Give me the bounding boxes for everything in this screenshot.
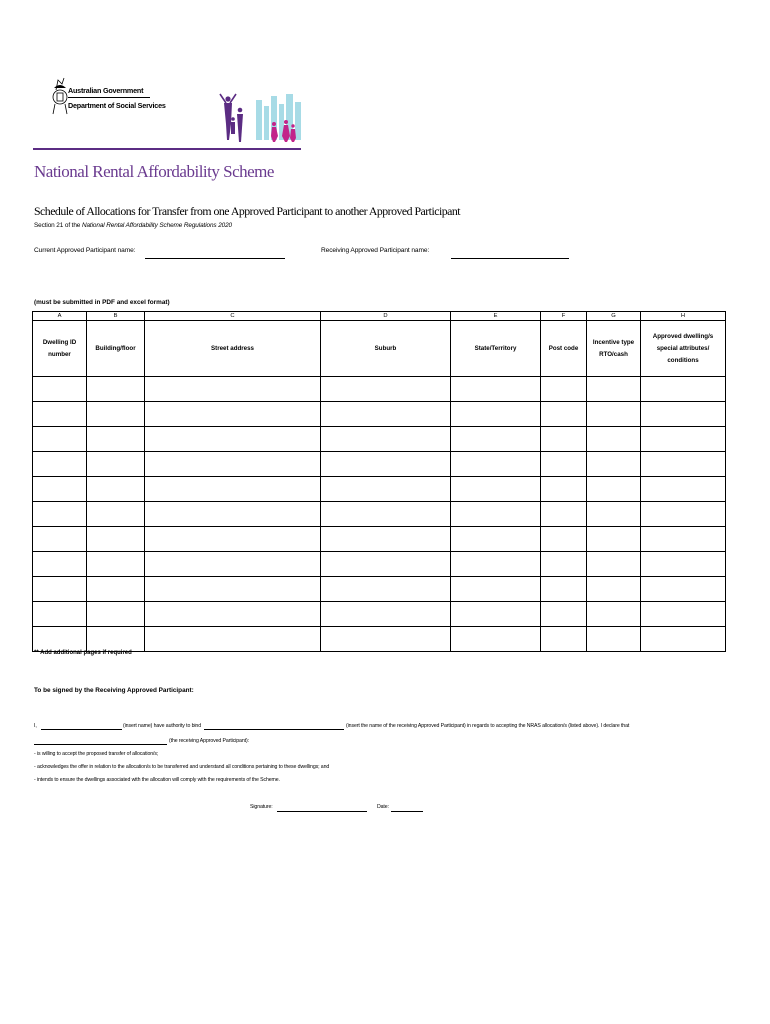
- table-cell[interactable]: [145, 502, 321, 527]
- date-input[interactable]: [391, 811, 423, 812]
- table-body: [33, 377, 726, 652]
- table-cell[interactable]: [541, 527, 587, 552]
- col-letter-g: G: [587, 312, 641, 321]
- table-cell[interactable]: [87, 427, 145, 452]
- table-cell[interactable]: [587, 552, 641, 577]
- table-cell[interactable]: [541, 452, 587, 477]
- column-header-row: [33, 321, 726, 377]
- table-cell[interactable]: [641, 377, 726, 402]
- table-cell[interactable]: [33, 402, 87, 427]
- column-letter-row: [33, 312, 726, 321]
- table-cell[interactable]: [451, 527, 541, 552]
- table-cell[interactable]: [541, 552, 587, 577]
- allocation-table: [32, 311, 726, 652]
- table-cell[interactable]: [145, 627, 321, 652]
- table-cell[interactable]: [145, 577, 321, 602]
- signature-input[interactable]: [277, 811, 367, 812]
- table-cell[interactable]: [541, 602, 587, 627]
- table-cell[interactable]: [451, 427, 541, 452]
- table-cell[interactable]: [321, 477, 451, 502]
- table-cell[interactable]: [145, 427, 321, 452]
- receiving-participant-input[interactable]: [451, 258, 569, 259]
- table-cell[interactable]: [33, 452, 87, 477]
- gov-divider: [68, 97, 150, 98]
- table-cell[interactable]: [641, 602, 726, 627]
- table-row: [33, 602, 726, 627]
- table-cell[interactable]: [641, 627, 726, 652]
- table-cell[interactable]: [321, 377, 451, 402]
- schedule-title: Schedule of Allocations for Transfer from one Approved Participant to another Approved Participant: [34, 204, 461, 218]
- submit-format-note: (must be submitted in PDF and excel format): [34, 299, 170, 306]
- col-letter-h: H: [641, 312, 726, 321]
- gov-name-line2: Department of Social Services: [68, 101, 166, 110]
- table-cell[interactable]: [87, 627, 145, 652]
- table-cell[interactable]: [541, 427, 587, 452]
- receiving-participant-label: Receiving Approved Participant name:: [321, 247, 430, 254]
- table-cell[interactable]: [641, 452, 726, 477]
- table-cell[interactable]: [321, 502, 451, 527]
- table-cell[interactable]: [87, 552, 145, 577]
- table-cell[interactable]: [321, 552, 451, 577]
- table-cell[interactable]: [641, 402, 726, 427]
- table-cell[interactable]: [33, 577, 87, 602]
- table-cell[interactable]: [87, 602, 145, 627]
- declaration-bullet-2: - acknowledges the offer in relation to the allocation/s to be transferred and understand all conditions pertaining to these dwellings; and: [34, 764, 330, 770]
- table-cell[interactable]: [587, 602, 641, 627]
- table-cell[interactable]: [451, 402, 541, 427]
- current-participant-input[interactable]: [145, 258, 285, 259]
- table-row: [33, 377, 726, 402]
- table-cell[interactable]: [33, 427, 87, 452]
- table-cell[interactable]: [451, 577, 541, 602]
- header-post-code: Post code: [541, 321, 587, 377]
- table-row: [33, 627, 726, 652]
- col-letter-c: C: [145, 312, 321, 321]
- family-city-graphic: [218, 90, 308, 150]
- table-cell[interactable]: [87, 377, 145, 402]
- table-cell[interactable]: [321, 602, 451, 627]
- table-cell[interactable]: [451, 502, 541, 527]
- declaration-authority-text: (insert name) have authority to bind: [123, 723, 202, 729]
- table-cell[interactable]: [641, 527, 726, 552]
- header-accent-bar: [33, 148, 301, 150]
- table-cell[interactable]: [33, 602, 87, 627]
- current-participant-label: Current Approved Participant name:: [34, 247, 136, 254]
- declaration-line2: (the receiving Approved Participant):: [169, 738, 249, 744]
- signing-heading: To be signed by the Receiving Approved Participant:: [34, 687, 194, 694]
- date-label: Date:: [377, 804, 389, 810]
- table-cell[interactable]: [33, 502, 87, 527]
- table-cell[interactable]: [145, 477, 321, 502]
- table-cell[interactable]: [87, 402, 145, 427]
- declarant-name-input[interactable]: [41, 729, 122, 730]
- table-cell[interactable]: [641, 552, 726, 577]
- table-cell[interactable]: [87, 477, 145, 502]
- table-cell[interactable]: [587, 577, 641, 602]
- header-street-address: Street address: [145, 321, 321, 377]
- table-cell[interactable]: [87, 502, 145, 527]
- col-letter-b: B: [87, 312, 145, 321]
- table-cell[interactable]: [33, 527, 87, 552]
- table-cell[interactable]: [587, 502, 641, 527]
- table-cell[interactable]: [541, 377, 587, 402]
- table-cell[interactable]: [145, 377, 321, 402]
- table-row: [33, 527, 726, 552]
- table-cell[interactable]: [145, 452, 321, 477]
- declaration-bullet-1: - is willing to accept the proposed transfer of allocation/s;: [34, 751, 159, 757]
- section-reference: [34, 222, 232, 229]
- col-letter-a: A: [33, 312, 87, 321]
- signature-label: Signature:: [250, 804, 273, 810]
- table-cell[interactable]: [87, 452, 145, 477]
- header-suburb: Suburb: [321, 321, 451, 377]
- table-cell[interactable]: [451, 377, 541, 402]
- table-cell[interactable]: [145, 402, 321, 427]
- table-row: [33, 477, 726, 502]
- table-cell[interactable]: [587, 627, 641, 652]
- table-cell[interactable]: [641, 577, 726, 602]
- table-cell[interactable]: [451, 627, 541, 652]
- table-cell[interactable]: [145, 602, 321, 627]
- table-cell[interactable]: [321, 402, 451, 427]
- table-row: [33, 552, 726, 577]
- col-letter-e: E: [451, 312, 541, 321]
- header-dwelling-id: Dwelling ID number: [33, 321, 87, 377]
- table-cell[interactable]: [451, 602, 541, 627]
- scheme-title: National Rental Affordability Scheme: [34, 162, 274, 181]
- table-cell[interactable]: [587, 477, 641, 502]
- header-special-attributes: Approved dwelling/s special attributes/ conditions: [641, 321, 726, 377]
- table-cell[interactable]: [587, 377, 641, 402]
- table-cell[interactable]: [451, 477, 541, 502]
- table-cell[interactable]: [641, 502, 726, 527]
- table-cell[interactable]: [541, 402, 587, 427]
- table-cell[interactable]: [641, 477, 726, 502]
- table-cell[interactable]: [587, 527, 641, 552]
- table-row: [33, 502, 726, 527]
- col-letter-f: F: [541, 312, 587, 321]
- header-incentive-type: Incentive type RTO/cash: [587, 321, 641, 377]
- table-row: [33, 452, 726, 477]
- declaration-regards-text: (insert the name of the receiving Approved Participant) in regards to accepting the NRAS allocation/s (listed above). I declare that: [346, 723, 630, 729]
- section-ref-italic: National Rental Affordability Scheme Regulations 2020: [81, 222, 233, 229]
- table-row: [33, 402, 726, 427]
- table-cell[interactable]: [541, 627, 587, 652]
- table-row: [33, 577, 726, 602]
- table-cell[interactable]: [587, 452, 641, 477]
- table-cell[interactable]: [641, 427, 726, 452]
- table-cell[interactable]: [33, 552, 87, 577]
- receiving-participant-input-2[interactable]: [34, 744, 167, 745]
- gov-name-line1: Australian Government: [68, 86, 144, 95]
- table-cell[interactable]: [87, 577, 145, 602]
- declaration-i: I,: [34, 723, 37, 729]
- table-cell[interactable]: [321, 627, 451, 652]
- section-ref-prefix: Section 21 of the: [34, 222, 82, 229]
- table-cell[interactable]: [451, 452, 541, 477]
- col-letter-d: D: [321, 312, 451, 321]
- table-cell[interactable]: [541, 477, 587, 502]
- table-cell[interactable]: [541, 502, 587, 527]
- table-cell[interactable]: [145, 552, 321, 577]
- table-cell[interactable]: [541, 577, 587, 602]
- table-cell[interactable]: [145, 527, 321, 552]
- table-cell[interactable]: [587, 427, 641, 452]
- declaration-bullet-3: - intends to ensure the dwellings associated with the allocation will comply with the requirements of the Scheme.: [34, 777, 280, 783]
- header-building-floor: Building/floor: [87, 321, 145, 377]
- table-cell[interactable]: [33, 477, 87, 502]
- table-cell[interactable]: [321, 452, 451, 477]
- table-cell[interactable]: [321, 427, 451, 452]
- table-row: [33, 427, 726, 452]
- table-cell[interactable]: [33, 377, 87, 402]
- table-cell[interactable]: [587, 402, 641, 427]
- additional-pages-note: ** Add additional pages if required: [34, 650, 132, 656]
- table-cell[interactable]: [451, 552, 541, 577]
- table-cell[interactable]: [321, 527, 451, 552]
- table-cell[interactable]: [321, 577, 451, 602]
- table-cell[interactable]: [33, 627, 87, 652]
- header-state-territory: State/Territory: [451, 321, 541, 377]
- receiving-participant-name-input[interactable]: [204, 729, 344, 730]
- table-cell[interactable]: [87, 527, 145, 552]
